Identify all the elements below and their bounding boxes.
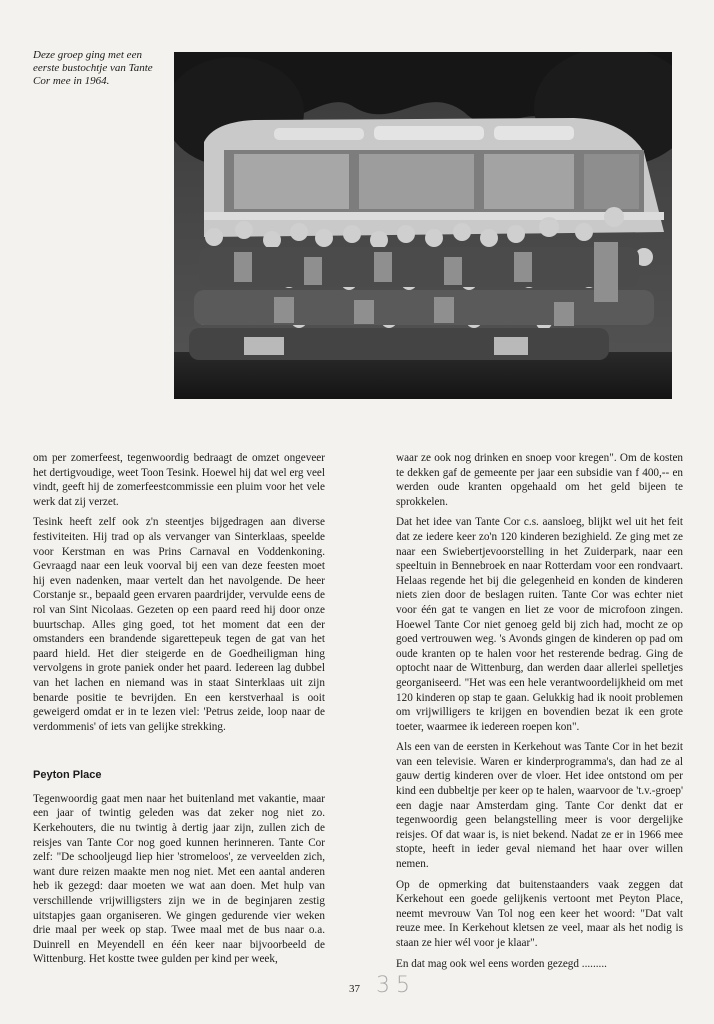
paragraph: Tesink heeft zelf ook z'n steentjes bijgedragen aan diverse festiviteiten. Hij trad op als vervanger van Sinterklaas, speelde voor Kerstman en was Prins Carnaval en Voddenkoning. Gevraagd naar een leuk voorval bij een van deze feesten moet hij even nadenken, maar vertelt dan het navolgende. De heer Corstanje sr., bepaald geen ervaren paardrijder, vervulde eens de rol van Sint Nicolaas. Gezeten op een paard reed hij door onze buurtschap. Alles ging goed, tot het moment dat een der omstanders een brandende sigarettepeuk tegen de gat van het paard hield. Het dier steigerde en de Goedheiligman hing vervolgens in grote paniek onder het paard. Iedereen lag dubbel van het lachen en niemand was in staat Sinterklaas uit zijn benarde positie te bevrijden. En een kerstverhaal is ooit geweigerd omdat er in te lezen viel: 'Petrus zeide, loop naar de verdommenis' of iets van gelijke strekking. [33,516,325,733]
paragraph: Op de opmerking dat buitenstaanders vaak zeggen dat Kerkehout een goede gelijkenis vertoont met Peyton Place, neemt mevrouw Van Tol nog een keer het woord: "Dat valt reuze mee. In Kerkehout kletsen ze veel, maar als het nodig is staan ze hier wél voor je klaar". [396,878,683,949]
left-text-column [33,451,325,973]
paragraph: Als een van de eersten in Kerkehout was Tante Cor in het bezit van een televisie. Waren er kinderprogramma's, dan had ze al gauw dertig kinderen over de vloer. Het idee ontstond om per kind een dubbeltje per keer op te halen, waarvoor de 't.v.-groep' een dagje naar Amsterdam ging. Tante Cor denkt dat er tegenwoordig geen belangstelling meer is voor dergelijke reisjes. Of dat waar is, is niet bekend. Nadat ze er in 1966 mee stopte, heeft in ieder geval niemand het haar over willen nemen. [396,741,683,871]
paragraph: Dat het idee van Tante Cor c.s. aansloeg, blijkt wel uit het feit dat ze iedere keer zo'n 120 kinderen bezighield. Ze ging met ze naar een Swiebertjevoorstelling in het Zuiderpark, naar een speeltuin in Bennebroek en naar Rotterdam voor een rondvaart. Helaas regende het bij die gelegenheid en konden de kinderen niets zien door de beslagen ruiten. Tante Cor was echter niet voor één gat te vangen en liet ze voor de microfoon zingen. Hoewel Tante Cor niet genoeg geld bij zich had, mocht ze op goed vertrouwen weg. 's Avonds gingen de kinderen op pad om oude kranten op te halen voor het resterende bedrag. Ging de optocht naar de Wittenburg, dan werden daar allerlei spelletjes georganiseerd. "Het was een hele verantwoordelijkheid om met 120 kinderen op stap te gaan. Gelukkig had ik nooit problemen om vrijwilligers te krijgen en bovendien bezat ik een grote toeter, waarmee ik iedereen roepen kon". [396,516,683,733]
paragraph: Tegenwoordig gaat men naar het buitenland met vakantie, maar een jaar of twintig geleden was dat zeker nog niet zo. Kerkehouters, die nu twintig à dertig jaar zijn, zullen zich de reisjes van Tante Cor nog goed kunnen herinneren. Tante Cor zelf: "De schooljeugd liep hier 'stromeloos', ze verveelden zich, want dure reizen maakte men nog niet. Met een aantal anderen heb ik gezegd: daar moeten we wat aan doen. Met hulp van verschillende vrijwilligsters zijn we in de beginjaren zestig uitstapjes gaan organiseren. We gingen gedurende vier weken drie maal per week op stap. Twee maal met de bus naar o.a. Duinrell en Meyendell en één keer naar bijvoorbeeld de Wittenburg. Het kostte twee gulden per kind per week, [33,792,325,966]
right-text-column [396,451,683,977]
paragraph: om per zomerfeest, tegenwoordig bedraagt de omzet ongeveer het dertigvoudige, weet Toon Tesink. Hoewel hij dat wel erg veel vindt, geeft hij de zomerfeestcommissie een pluim voor het vele werk dat zij verzet. [33,452,325,508]
paragraph: waar ze ook nog drinken en snoep voor kregen". Om de kosten te dekken gaf de gemeente per jaar een subsidie van f 400,-- en werden oude kranten opgehaald om het geld bijeen te sprokkelen. [396,452,683,508]
page-number: 37 [349,983,360,995]
paragraph: En dat mag ook wel eens worden gezegd ......... [396,957,607,970]
photo-caption: Deze groep ging met een eerste bustochtje van Tante Cor mee in 1964. [33,49,153,87]
group-photo [174,52,672,399]
section-heading: Peyton Place [33,769,102,782]
handwritten-page-mark: 35 [376,973,416,998]
bus-group-photo-illustration [174,52,672,399]
